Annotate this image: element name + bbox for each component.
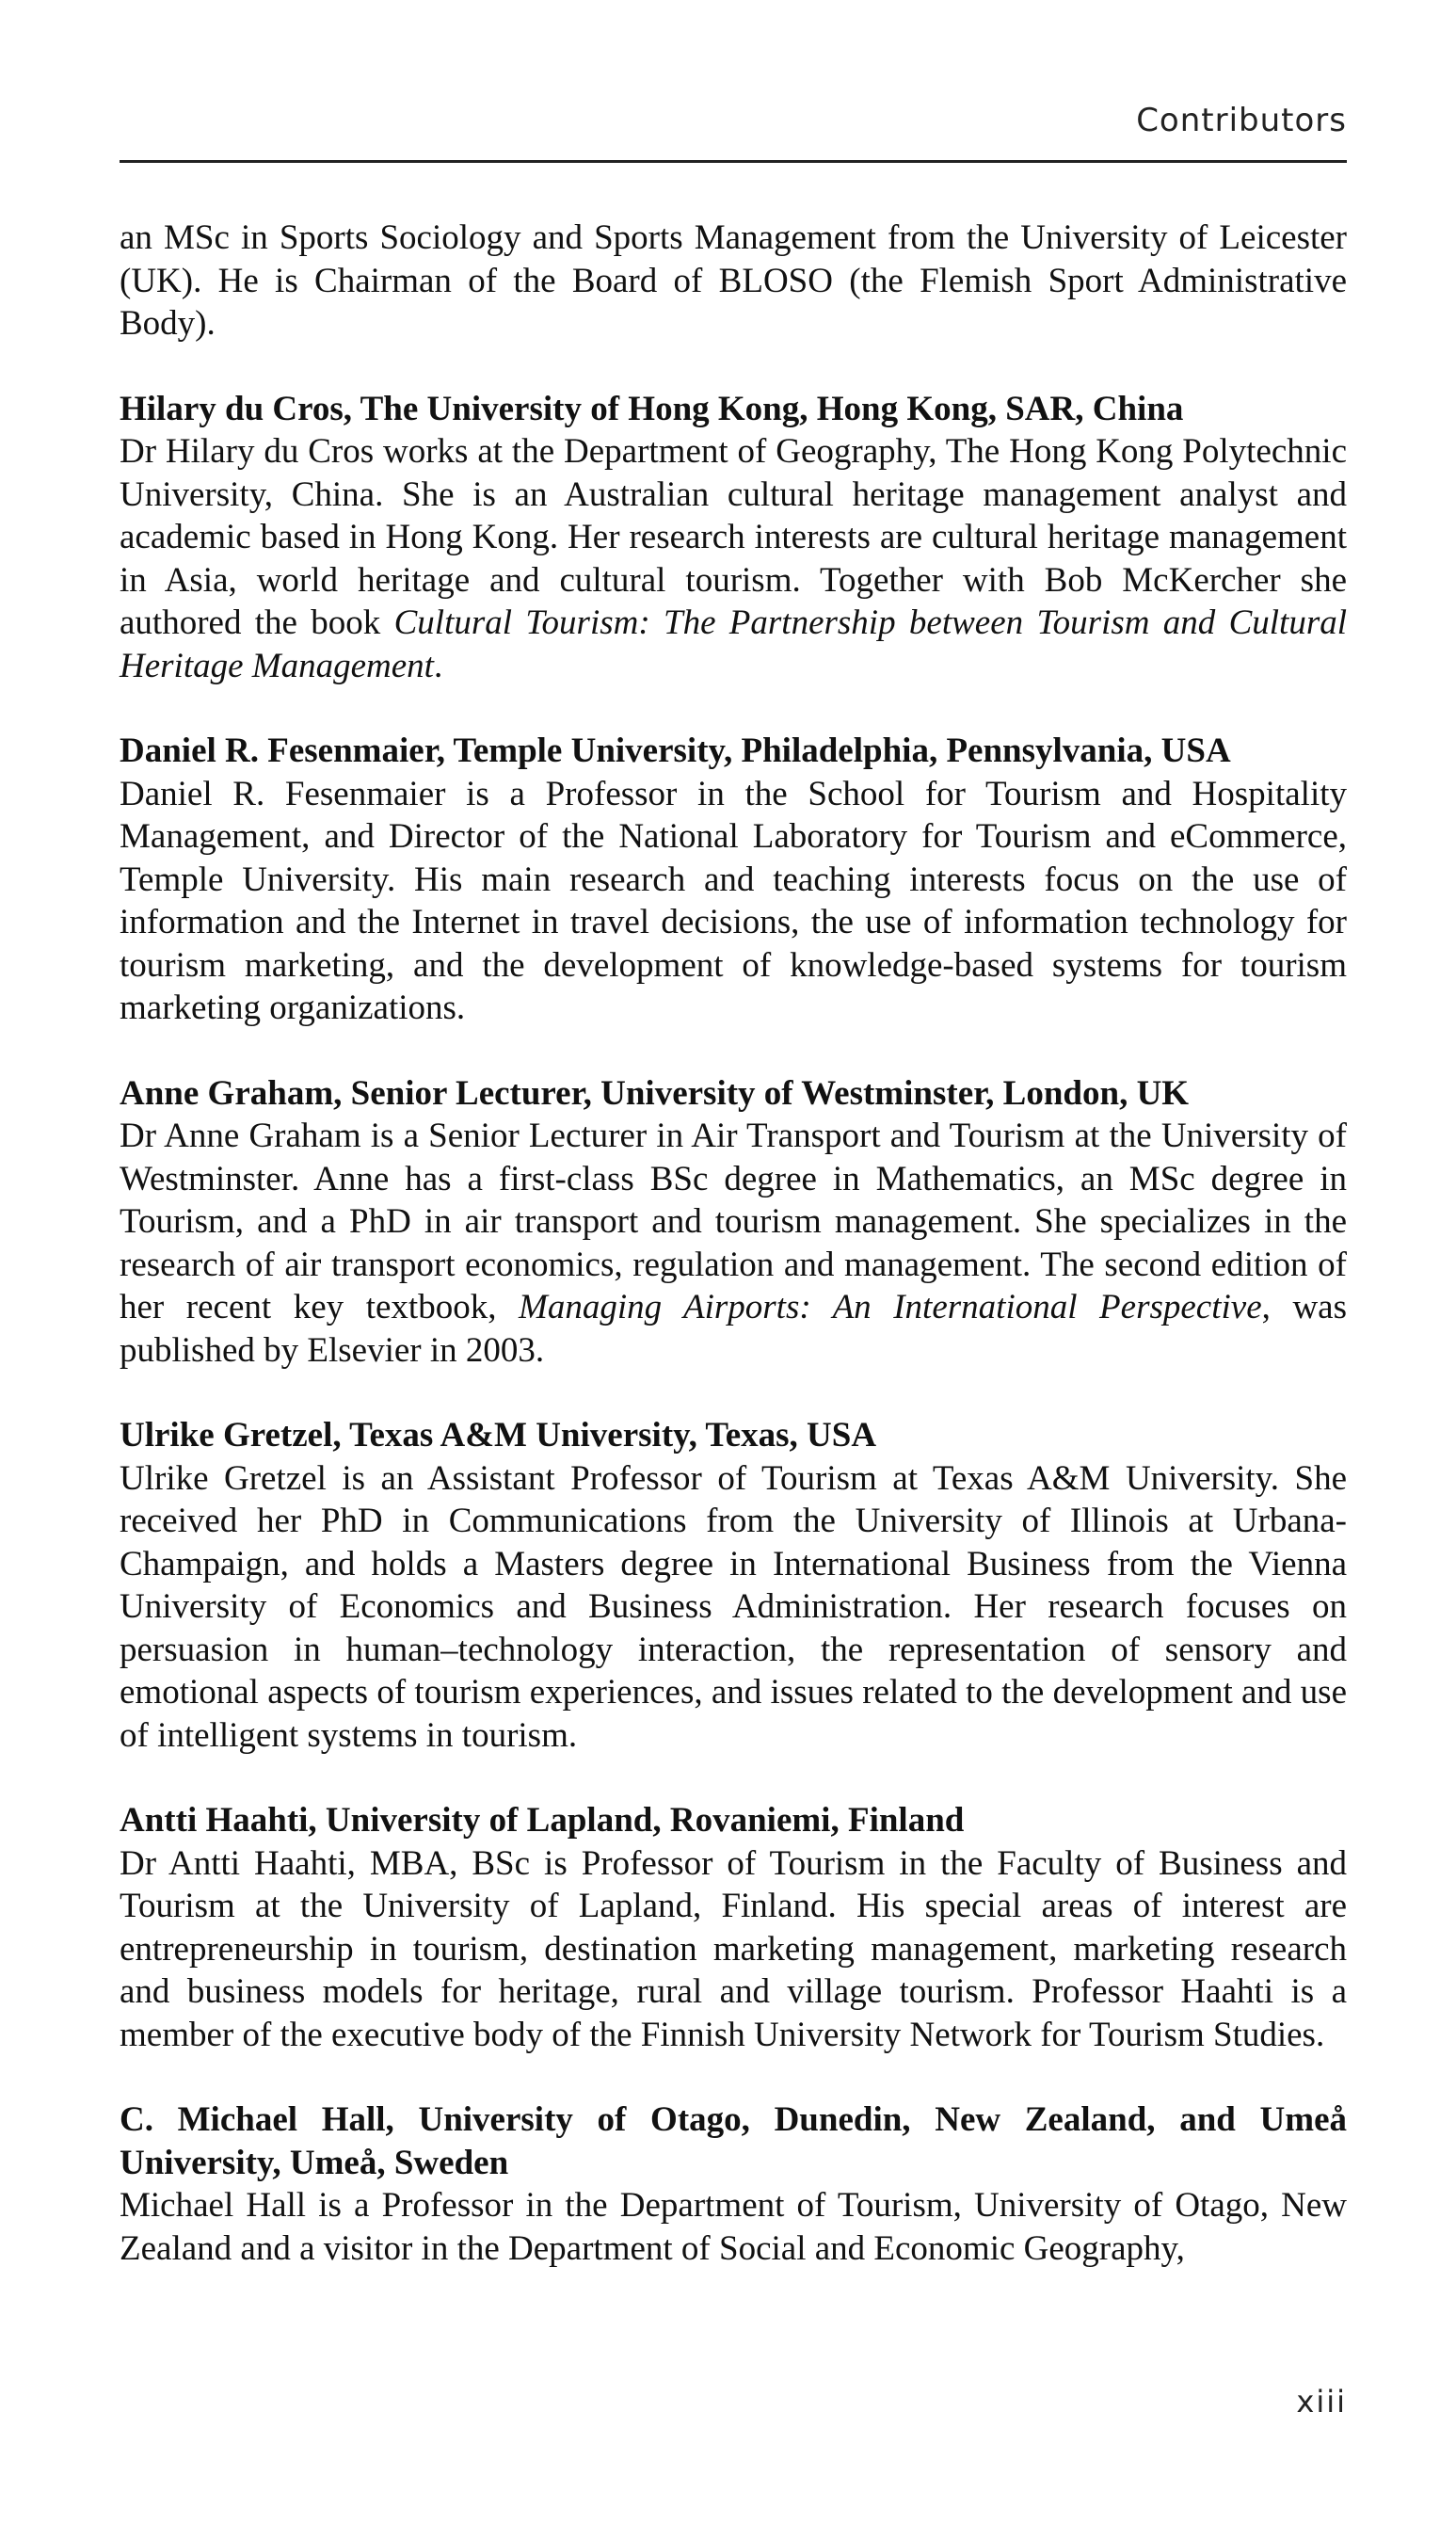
- contributor-entry-haahti: [120, 1799, 1347, 2056]
- contributor-entry-graham: [120, 1072, 1347, 1373]
- contributor-heading: Daniel R. Fesenmaier, Temple University, Philadelphia, Pennsylvania, USA: [120, 731, 1231, 770]
- contributor-entry-gretzel: [120, 1414, 1347, 1757]
- book-title: Managing Airports: An International Perspective: [519, 1288, 1262, 1326]
- contributor-heading: Ulrike Gretzel, Texas A&M University, Texas, USA: [120, 1416, 877, 1455]
- page-body: [120, 217, 1347, 2270]
- book-title: Cultural Tourism: The Partnership between Tourism and Cultural Heritage Management: [120, 603, 1347, 685]
- contributor-bio: [120, 1115, 1347, 1372]
- book-page: [120, 0, 1347, 2524]
- contributor-bio: [120, 430, 1347, 687]
- contributor-entry-du-cros: [120, 388, 1347, 688]
- contributor-heading: Anne Graham, Senior Lecturer, University of Westminster, London, UK: [120, 1073, 1190, 1113]
- contributor-heading: Hilary du Cros, The University of Hong Kong, Hong Kong, SAR, China: [120, 389, 1184, 428]
- contributor-bio: Michael Hall is a Professor in the Department of Tourism, University of Otago, New Zealand and a visitor in the Department of Social and Economic Geography,: [120, 2186, 1347, 2268]
- continuation-paragraph: an MSc in Sports Sociology and Sports Management from the University of Leicester (UK). He is Chairman of the Board of BLOSO (the Flemish Sport Administrative Body).: [120, 218, 1347, 343]
- bio-text-end: .: [433, 646, 443, 685]
- contributor-entry-fesenmaier: [120, 730, 1347, 1030]
- contributor-bio: Dr Antti Haahti, MBA, BSc is Professor of Tourism in the Faculty of Business and Tourism at the University of Lapland, Finland. His special areas of interest are entrepreneurship in tourism, destination marketing management, marketing research and business models for heritage, rural and village tourism. Professor Haahti is a member of the executive body of the Finnish University Network for Tourism Studies.: [120, 1843, 1347, 2054]
- bio-text: Dr Anne Graham is a Senior Lecturer in Air Transport and Tourism at the University of Westminster. Anne has a first-class BSc degree in Mathematics, an MSc degree in Tourism, and a PhD in air transport and tourism management. She specializes in the research of air transport economics, regulation and management. The second edition of her recent key textbook,: [120, 1117, 1347, 1326]
- bio-text-end: , was published by Elsevier in 2003.: [120, 1288, 1347, 1370]
- contributor-entry-hall: [120, 2098, 1347, 2270]
- contributor-heading: Antti Haahti, University of Lapland, Rovaniemi, Finland: [120, 1801, 965, 1840]
- page-number: xiii: [1296, 2384, 1347, 2420]
- contributor-bio: Ulrike Gretzel is an Assistant Professor of Tourism at Texas A&M University. She received her PhD in Communications from the University of Illinois at Urbana-Champaign, and holds a Masters degree in International Business from the Vienna University of Economics and Business Administration. Her research focuses on persuasion in human–technology interaction, the representation of sensory and emotional aspects of tourism experiences, and issues related to the development and use of intelligent systems in tourism.: [120, 1458, 1347, 1755]
- bio-text: Dr Hilary du Cros works at the Department of Geography, The Hong Kong Polytechnic University, China. She is an Australian cultural heritage management analyst and academic based in Hong Kong. Her research interests are cultural heritage management in Asia, world heritage and cultural tourism. Together with Bob McKercher she authored the book: [120, 432, 1347, 642]
- contributor-heading: C. Michael Hall, University of Otago, Dunedin, New Zealand, and Umeå University, Umeå, Sweden: [120, 2100, 1347, 2182]
- running-head: Contributors: [1136, 102, 1347, 139]
- contributor-bio: Daniel R. Fesenmaier is a Professor in the School for Tourism and Hospitality Management, and Director of the National Laboratory for Tourism and eCommerce, Temple University. His main research and teaching interests focus on the use of information and the Internet in travel decisions, the use of information technology for tourism marketing, and the development of knowledge-based systems for tourism marketing organizations.: [120, 774, 1347, 1027]
- header-rule: [120, 160, 1347, 163]
